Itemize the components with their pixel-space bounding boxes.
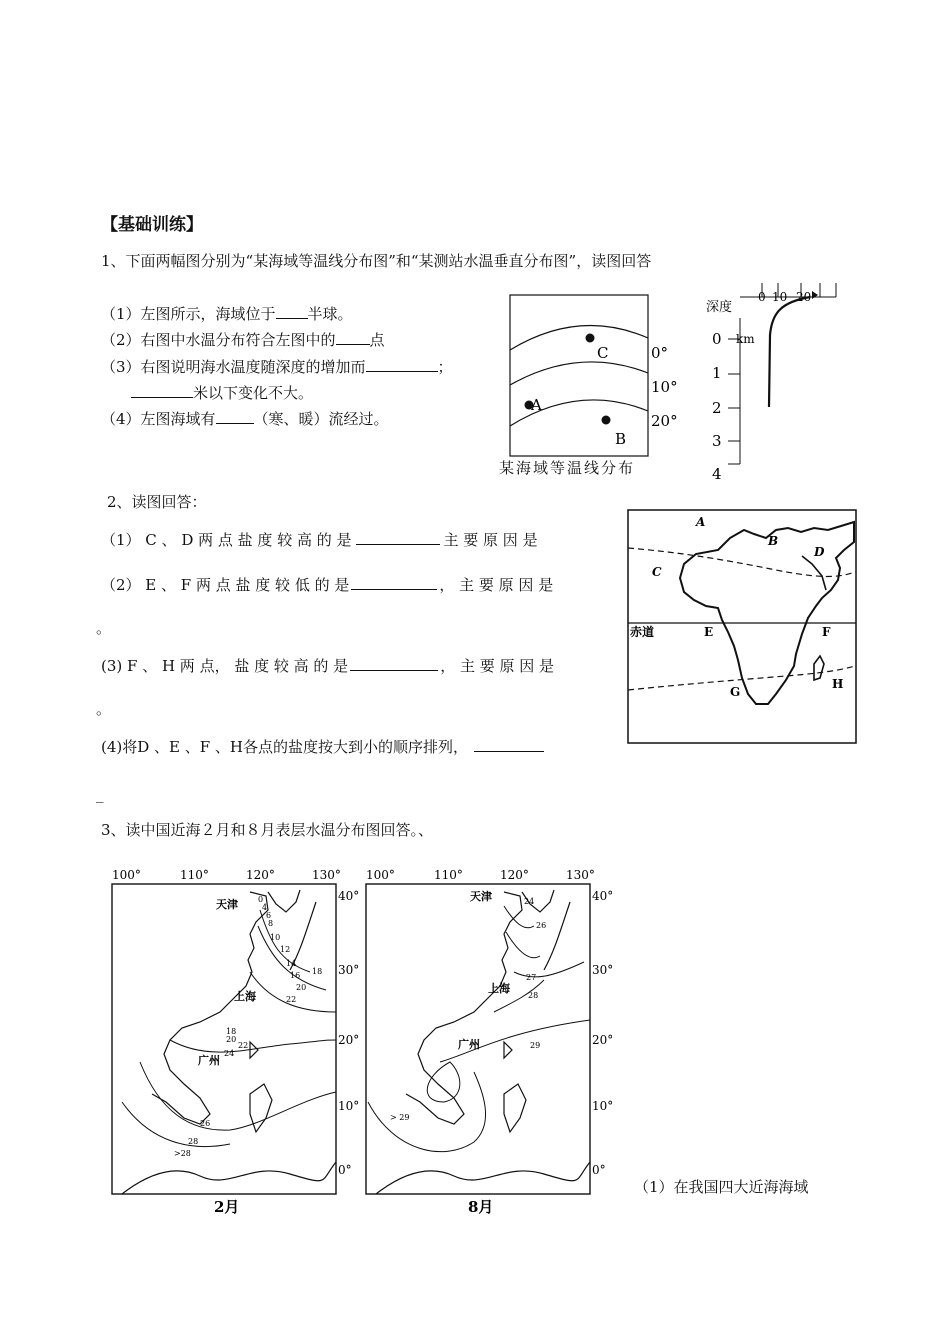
feb-iso-label-22a: 22 (286, 995, 297, 1004)
section-title: 【基础训练】 (101, 215, 203, 235)
q2-part1-blank[interactable] (356, 530, 440, 545)
q1-part3-text-c: 米以下变化不大。 (193, 384, 314, 402)
africa-point-c: C (652, 565, 662, 579)
feb-lat-20: 20° (338, 1033, 360, 1047)
q1-part1-blank[interactable] (276, 304, 308, 319)
feb-iso-label-16: 16 (290, 971, 301, 980)
q1-part3 (101, 357, 453, 377)
q1-part2-blank[interactable] (336, 330, 370, 345)
point-b-label: B (615, 430, 627, 448)
q2-part3-text-a: (3) F 、 H 两 点， 盐 度 较 高 的 是 (101, 657, 349, 675)
point-c-marker (586, 334, 595, 343)
temp-tick-label-10: 10 (772, 290, 788, 304)
q2-part4-blank[interactable] (474, 737, 544, 752)
q1-part2-text-a: （2）右图中水温分布符合左图中的 (101, 331, 336, 349)
aug-iso-label-24: 24 (524, 897, 535, 906)
feb-city-guangzhou: 广州 (198, 1054, 220, 1067)
feb-iso-label-20a: 20 (296, 983, 307, 992)
feb-iso-label-4: 4 (262, 903, 268, 912)
q2-part2-text-a: （2） E 、 F 两 点 盐 度 较 低 的 是 (101, 576, 350, 594)
q2-part2-blank[interactable] (351, 575, 437, 590)
isotherm-map-frame (510, 295, 648, 456)
feb-lon-130: 130° (312, 868, 341, 882)
equator-label: 赤道 (630, 625, 655, 639)
q1-part3-blank-2[interactable] (131, 383, 193, 398)
aug-sst-map (354, 862, 616, 1217)
feb-iso-label-24: 24 (224, 1049, 235, 1058)
feb-iso-label-18a: 18 (312, 967, 323, 976)
feb-city-shanghai: 上海 (234, 990, 256, 1003)
africa-point-a: A (696, 515, 706, 529)
africa-point-e: E (704, 625, 714, 639)
q2-intro: 2、读图回答： (107, 493, 207, 511)
q2-part2-text-b: ， 主 要 原 因 是 (439, 576, 554, 594)
feb-iso-label-10: 10 (270, 933, 281, 942)
aug-lon-130: 130° (566, 868, 595, 882)
depth-axis-label: 深度 (706, 300, 733, 315)
feb-iso-label-14: 14 (286, 959, 297, 968)
feb-iso-label-20b: 20 (226, 1035, 237, 1044)
q1-part1 (101, 304, 353, 324)
q1-part3-text-a: （3）右图说明海水温度随深度的增加而 (101, 358, 366, 376)
aug-lon-110: 110° (434, 868, 463, 882)
q3-part1: （1）在我国四大近海海域 (634, 1178, 809, 1196)
q2-part1-text-b: 主 要 原 因 是 (443, 531, 538, 549)
depth-tick-label-3: 3 (712, 432, 722, 450)
feb-iso-label-8: 8 (268, 919, 274, 928)
feb-lon-110: 110° (180, 868, 209, 882)
depth-tick-label-4: 4 (712, 465, 722, 483)
isotherm-10 (510, 362, 648, 385)
q1-part4-text-b: （寒、暖）流经过。 (253, 410, 389, 428)
q1-part1-text-b: 半球。 (307, 305, 353, 323)
aug-city-guangzhou: 广州 (458, 1038, 480, 1051)
aug-map-title: 8月 (468, 1198, 494, 1216)
q2-part3-text-b: ， 主 要 原 因 是 (440, 657, 555, 675)
aug-iso-label-gt29: > 29 (390, 1113, 410, 1122)
q2-part4-end: _ (96, 785, 104, 803)
africa-point-h: H (832, 677, 844, 691)
q1-intro: 1、下面两幅图分别为“某海域等温线分布图”和“某测站水温垂直分布图”，读图回答 (101, 252, 652, 270)
africa-point-f: F (822, 625, 831, 639)
africa-point-d: D (814, 545, 825, 559)
feb-lon-120: 120° (246, 868, 275, 882)
iso-label-10: 10° (651, 378, 678, 396)
feb-iso-label-18b: 18 (226, 1027, 237, 1036)
feb-lat-10: 10° (338, 1099, 360, 1113)
africa-salinity-map (626, 508, 858, 746)
temp-tick-label-0: 0 (758, 290, 766, 304)
feb-lat-0: 0° (338, 1163, 352, 1177)
aug-lat-20: 20° (592, 1033, 614, 1047)
depth-tick-label-0: 0 (712, 330, 722, 348)
aug-iso-label-26: 26 (536, 921, 547, 930)
q3-intro: 3、读中国近海２月和８月表层水温分布图回答。、 (101, 821, 434, 839)
africa-point-g: G (730, 685, 741, 699)
q2-part2-end: 。 (96, 619, 112, 637)
iso-label-20: 20° (651, 412, 678, 430)
depth-tick-label-2: 2 (712, 399, 722, 417)
feb-city-tianjin: 天津 (216, 898, 238, 911)
point-b-marker (602, 416, 611, 425)
temperature-profile-curve (769, 297, 810, 407)
aug-lat-0: 0° (592, 1163, 606, 1177)
aug-iso-label-28: 28 (528, 991, 539, 1000)
aug-lon-120: 120° (500, 868, 529, 882)
isotherm-map-caption: 某海域等温线分布 (499, 459, 636, 477)
feb-iso-label-gt28: >28 (174, 1149, 191, 1158)
aug-lat-40: 40° (592, 889, 614, 903)
q1-part3-text-b: ； (437, 358, 453, 376)
q2-part1 (101, 530, 538, 550)
aug-iso-label-27: 27 (526, 973, 537, 982)
q2-part4 (101, 737, 544, 757)
aug-iso-label-29: 29 (530, 1041, 541, 1050)
q2-part2 (101, 575, 553, 595)
q1-part2 (101, 330, 385, 350)
depth-tick-label-1: 1 (712, 364, 722, 382)
q1-part4 (101, 409, 389, 429)
aug-city-shanghai: 上海 (488, 982, 510, 995)
feb-sst-map (100, 862, 362, 1217)
depth-profile-chart (700, 280, 850, 512)
q2-part4-text: (4)将D 、E 、F 、H各点的盐度按大到小的顺序排列， (101, 738, 469, 756)
q1-part4-blank[interactable] (216, 409, 254, 424)
point-c-label: C (597, 344, 609, 362)
q1-part3-blank-1[interactable] (366, 357, 438, 372)
aug-lon-100: 100° (366, 868, 395, 882)
feb-iso-label-0: 0 (258, 895, 264, 904)
q1-part2-text-b: 点 (369, 331, 385, 349)
isotherm-0 (510, 326, 648, 351)
feb-iso-label-28: 28 (188, 1137, 199, 1146)
point-a-label: A (531, 396, 542, 414)
feb-map-frame (112, 884, 336, 1194)
feb-iso-label-12: 12 (280, 945, 291, 954)
q1-part1-text-a: （1）左图所示，海域位于 (101, 305, 276, 323)
q2-part3 (101, 656, 554, 676)
feb-map-title: 2月 (214, 1198, 240, 1216)
feb-lat-30: 30° (338, 963, 360, 977)
feb-iso-label-26: 26 (200, 1119, 211, 1128)
feb-lat-40: 40° (338, 889, 360, 903)
depth-unit-label: km (736, 332, 755, 346)
aug-lat-30: 30° (592, 963, 614, 977)
q2-part3-blank[interactable] (350, 656, 438, 671)
africa-point-b: B (768, 534, 779, 548)
q2-part3-end: 。 (96, 700, 112, 718)
q1-part4-text-a: （4）左图海域有 (101, 410, 216, 428)
feb-iso-label-22b: 22 (238, 1041, 249, 1050)
isotherm-map (500, 288, 690, 483)
aug-lat-10: 10° (592, 1099, 614, 1113)
q2-part1-text-a: （1） C 、 D 两 点 盐 度 较 高 的 是 (101, 531, 352, 549)
q1-part3-cont (131, 383, 313, 403)
temp-axis-arrow (812, 291, 818, 299)
temp-tick-label-20: 20 (796, 290, 812, 304)
feb-lon-100: 100° (112, 868, 141, 882)
feb-iso-label-6: 6 (266, 911, 272, 920)
iso-label-0: 0° (651, 344, 669, 362)
aug-city-tianjin: 天津 (470, 890, 492, 903)
